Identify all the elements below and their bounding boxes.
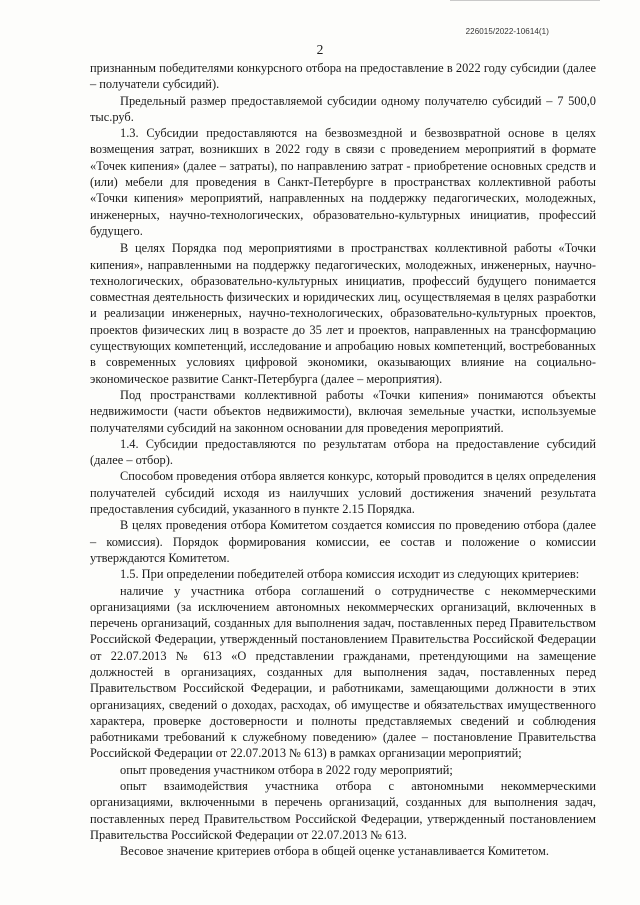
document-number: 226015/2022-10614(1) <box>465 27 549 36</box>
document-body <box>90 60 596 860</box>
paragraph: Под пространствами коллективной работы «Точки кипения» понимаются объекты недвижимости (части объектов недвижимости), включая земельные участки, используемые получателями субсидий на законном основании для проведения мероприятий. <box>90 387 596 435</box>
paragraph: опыт проведения участником отбора в 2022 году мероприятий; <box>120 762 453 777</box>
paragraph: В целях Порядка под мероприятиями в пространствах коллективной работы «Точки кипения», направленными на поддержку педагогических, молодежных, инженерных, научно-технологических, образовательно-культурных инициатив, профессий будущего понимается совместная деятельность физических и юридических лиц, осуществляемая в целях разработки и реализации инженерных, научно-технологических, образовательно-культурных проектов, проектов физических лиц в возрасте до 35 лет и проектов, направленных на трансформацию существующих компетенций, исследование и апробацию новых компетенций, востребованных в современных условиях цифровой экономики, оказывающих влияние на социально-экономическое развитие Санкт-Петербурга (далее – мероприятия). <box>90 241 596 386</box>
paragraph: 1.3. Субсидии предоставляются на безвозмездной и безвозвратной основе в целях возмещения затрат, возникших в 2022 году в связи с проведением мероприятий в формате «Точек кипения» (далее – затраты), по направлению затрат - приобретение основных средств и (или) мебели для проведения в Санкт-Петербурге в пространствах коллективной работы «Точки кипения» мероприятий, направленных на поддержку педагогических, молодежных, инженерных, научно-технологических, образовательно-культурных инициатив, профессий будущего. <box>90 126 596 238</box>
paragraph: наличие у участника отбора соглашений о сотрудничестве с некоммерческими организациями (за исключением автономных некоммерческих организаций, включенных в перечень организаций, созданных для выполнения задач, поставленных перед Правительством Российской Федерации, утвержденный постановлением Правительства Российской Федерации от 22.07.2013 № 613 «О представлении гражданами, претендующими на замещение должностей в организациях, созданных для выполнения задач, поставленных перед Правительством Российской Федерации, и работниками, замещающими должности в этих организациях, сведений о доходах, расходах, об имуществе и обязательствах имущественного характера, проверке достоверности и полноты представляемых сведений и соблюдения работниками требований к служебному поведению» (далее – постановление Правительства Российской Федерации от 22.07.2013 № 613) в рамках организации мероприятий; <box>90 583 596 761</box>
paragraph: признанным победителями конкурсного отбора на предоставление в 2022 году субсидии (далее – получатели субсидий). <box>90 61 596 92</box>
paragraph: опыт взаимодействия участника отбора с автономными некоммерческими организациями, включенными в перечень организаций, созданных для выполнения задач, поставленных перед Правительством Российской Федерации, утвержденный постановлением Правительства Российской Федерации от 22.07.2013 № 613. <box>90 779 596 842</box>
paragraph: Предельный размер предоставляемой субсидии одному получателю субсидий – 7 500,0 тыс.руб. <box>90 93 596 124</box>
paragraph: В целях проведения отбора Комитетом создается комиссия по проведению отбора (далее – комиссия). Порядок формирования комиссии, ее состав и положение о комиссии утверждаются Комитетом. <box>90 518 596 565</box>
page-number: 2 <box>316 42 324 57</box>
scan-edge-mark <box>450 0 600 4</box>
paragraph: 1.5. При определении победителей отбора комиссия исходит из следующих критериев: <box>120 567 580 582</box>
paragraph: Способом проведения отбора является конкурс, который проводится в целях определения получателей субсидий исходя из наилучших условий достижения значений результата предоставления субсидий, указанного в пункте 2.15 Порядка. <box>90 469 596 517</box>
paragraph: Весовое значение критериев отбора в общей оценке устанавливается Комитетом. <box>120 844 549 859</box>
paragraph: 1.4. Субсидии предоставляются по результатам отбора на предоставление субсидий (далее – отбор). <box>90 436 596 468</box>
